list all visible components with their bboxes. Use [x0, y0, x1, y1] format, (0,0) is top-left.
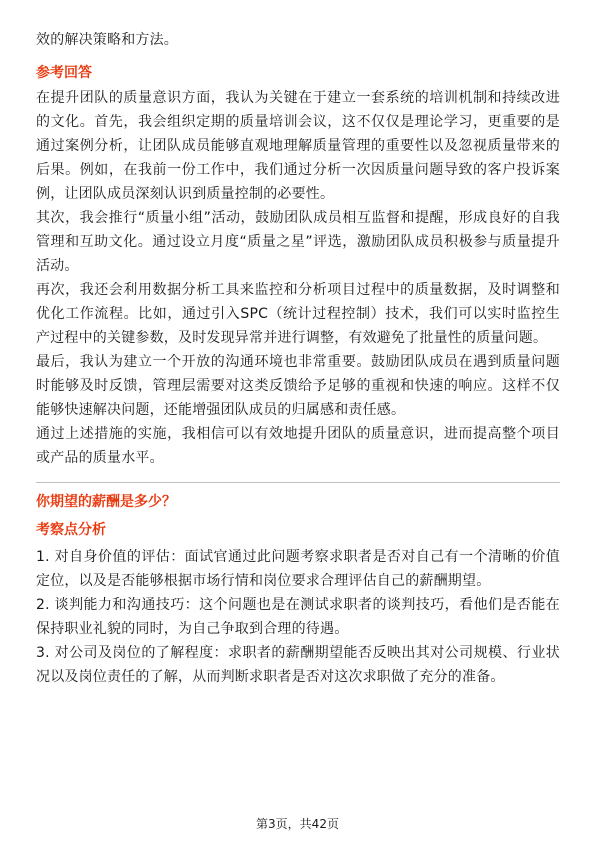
- answer-paragraph: 在提升团队的质量意识方面，我认为关键在于建立一套系统的培训机制和持续改进的文化。首先，我会组织定期的质量培训会议，这不仅仅是理论学习，更重要的是通过案例分析，让团队成员能够直观地理解质量管理的重要性以及忽视质量带来的后果。例如，在我前一份工作中，我们通过分析一次因质量问题导致的客户投诉案例，让团队成员深刻认识到质量控制的必要性。: [36, 90, 560, 202]
- analysis-points: [36, 545, 560, 689]
- analysis-heading: 考察点分析: [36, 522, 106, 538]
- answer-paragraph: 其次，我会推行“质量小组”活动，鼓励团队成员相互监督和提醒，形成良好的自我管理和互助文化。通过设立月度“质量之星”评选，激励团队成员积极参与质量提升活动。: [36, 210, 560, 274]
- analysis-point: 2. 谈判能力和沟通技巧：这个问题也是在测试求职者的谈判技巧，看他们是否能在保持职业礼貌的同时，为自己争取到合理的待遇。: [36, 597, 560, 637]
- reference-answer-heading: 参考回答: [36, 65, 92, 81]
- analysis-point: 1. 对自身价值的评估：面试官通过此问题考察求职者是否对自己有一个清晰的价值定位，以及是否能够根据市场行情和岗位要求合理评估自己的薪酬期望。: [36, 549, 560, 589]
- page-number-footer: 第3页，共42页: [256, 817, 339, 831]
- question-title: 你期望的薪酬是多少？: [36, 494, 176, 510]
- reference-answer-body: [36, 86, 560, 470]
- answer-paragraph: 通过上述措施的实施，我相信可以有效地提升团队的质量意识，进而提高整个项目或产品的质量水平。: [36, 426, 560, 466]
- intro-tail-text: 效的解决策略和方法。: [36, 32, 178, 48]
- section-divider: [36, 482, 560, 483]
- answer-paragraph: 再次，我还会利用数据分析工具来监控和分析项目过程中的质量数据，及时调整和优化工作流程。比如，通过引入SPC（统计过程控制）技术，我们可以实时监控生产过程中的关键参数，及时发现异常并进行调整，有效避免了批量性的质量问题。: [36, 282, 560, 346]
- analysis-point: 3. 对公司及岗位的了解程度：求职者的薪酬期望能否反映出其对公司规模、行业状况以及岗位责任的了解，从而判断求职者是否对这次求职做了充分的准备。: [36, 645, 560, 685]
- document-page: [36, 28, 560, 689]
- answer-paragraph: 最后，我认为建立一个开放的沟通环境也非常重要。鼓励团队成员在遇到质量问题时能够及时反馈，管理层需要对这类反馈给予足够的重视和快速的响应。这样不仅能够快速解决问题，还能增强团队成员的归属感和责任感。: [36, 354, 560, 418]
